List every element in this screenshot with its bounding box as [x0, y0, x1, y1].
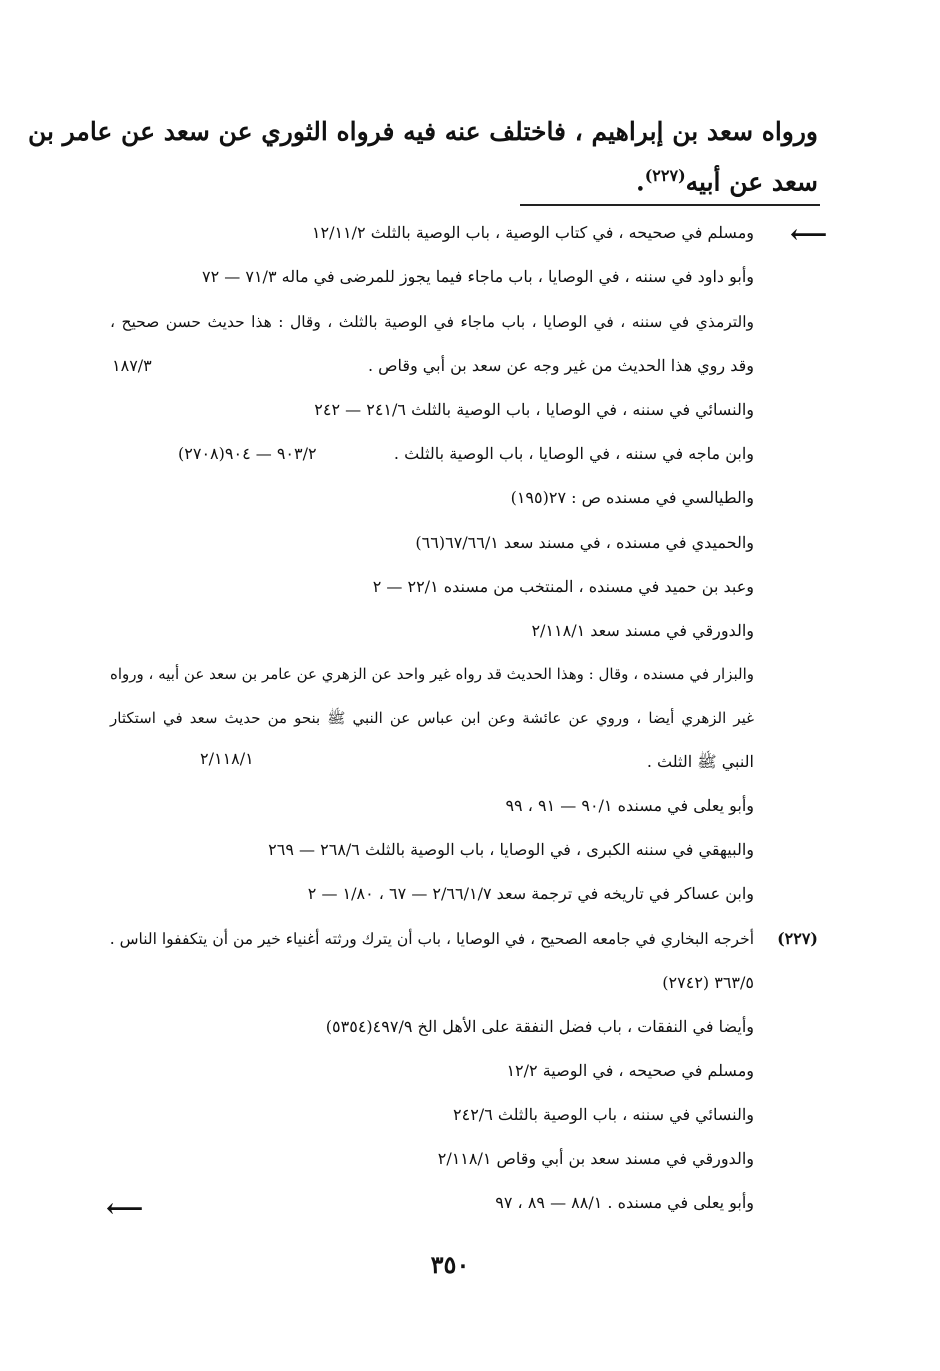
footnote-line: وأبو يعلى في مسنده . ٨٨/١ — ٨٩ ، ٩٧: [495, 1193, 754, 1212]
footnote-line: وأبو يعلى في مسنده ٩٠/١ — ٩١ ، ٩٩: [505, 796, 754, 815]
continuation-arrow-icon: ⟵: [790, 220, 828, 250]
footnote-line: وقد روي هذا الحديث من غير وجه عن سعد بن أبي وقاص .: [367, 356, 754, 375]
footnote-line: ومسلم في صحيحه ، في الوصية ١٢/٢: [506, 1061, 754, 1080]
main-text-line-2-end: .: [636, 167, 645, 197]
side-reference: ٩٠٣/٢ — ٩٠٤(٢٧٠٨): [178, 444, 317, 463]
footnote-line: وابن عساكر في تاريخه في ترجمة سعد ٢/٦٦/١/٧ — ٦٧ ، ١/٨٠ — ٢: [307, 884, 754, 903]
footnote-line: والحميدي في مسنده ، في مسند سعد ٦٧/٦٦/١(٦٦): [415, 533, 754, 552]
footnote-line: وأيضا في النفقات ، باب فضل النفقة على الأهل الخ ٤٩٧/٩(٥٣٥٤): [325, 1017, 754, 1036]
footnote-line: والترمذي في سننه ، في الوصايا ، باب ماجاء في الوصية بالثلث ، وقال : هذا حديث حسن صحيح ،: [110, 313, 754, 331]
continuation-arrow-icon: ⟵: [106, 1194, 144, 1224]
footnote-separator: [520, 204, 820, 206]
footnote-line: والدورقي في مسند سعد بن أبي وقاص ٢/١١٨/١: [437, 1149, 754, 1168]
main-text-line-2-text: سعد عن أبيه: [685, 167, 818, 197]
footnote-line: والدورقي في مسند سعد ٢/١١٨/١: [531, 621, 754, 640]
footnote-line: والبزار في مسنده ، وقال : وهذا الحديث قد رواه غير واحد عن الزهري عن عامر بن سعد عن أبيه ، ورواه: [110, 665, 754, 683]
side-reference: ٢/١١٨/١: [200, 749, 254, 768]
footnote-reference: (٢٢٧): [644, 166, 686, 185]
footnote-line: غير الزهري أيضا ، وروي عن عائشة وعن ابن عباس عن النبي ﷺ بنحو من حديث سعد في استكثار: [110, 709, 754, 727]
footnote-line: والبيهقي في سننه الكبرى ، في الوصايا ، باب الوصية بالثلث ٢٦٨/٦ — ٢٦٩: [268, 840, 754, 859]
main-text-line-1: ورواه سعد بن إبراهيم ، فاختلف عنه فيه فرواه الثوري عن سعد عن عامر بن: [27, 117, 818, 146]
side-reference: ١٨٧/٣: [112, 356, 152, 375]
footnote-line: والنسائي في سننه ، باب الوصية بالثلث ٢٤٢/٦: [453, 1105, 754, 1124]
main-text-line-2: [108, 154, 818, 204]
footnote-line: والطيالسي في مسنده ص : ٢٧(١٩٥): [510, 488, 754, 507]
footnote-line: وأبو داود في سننه ، في الوصايا ، باب ماجاء فيما يجوز للمرضى في ماله ٧١/٣ — ٧٢: [202, 267, 754, 286]
footnote-line: وعبد بن حميد في مسنده ، المنتخب من مسنده ٢٢/١ — ٢: [372, 577, 754, 596]
page-number: ٣٥٠: [430, 1250, 470, 1279]
footnote-line: والنسائي في سننه ، في الوصايا ، باب الوصية بالثلث ٢٤١/٦ — ٢٤٢: [314, 400, 754, 419]
footnote-line: ٣٦٣/٥ (٢٧٤٢): [662, 973, 754, 992]
footnote-line: النبي ﷺ الثلث .: [646, 752, 754, 771]
footnote-line: وابن ماجه في سننه ، في الوصايا ، باب الوصية بالثلث .: [393, 444, 754, 463]
footnote-line: ومسلم في صحيحه ، في كتاب الوصية ، باب الوصية بالثلث ١٢/١١/٢: [311, 223, 754, 242]
footnote-line: أخرجه البخاري في جامعه الصحيح ، في الوصايا ، باب أن يترك ورثته أغنياء خير من أن يتكففوا الناس .: [109, 930, 754, 948]
footnote-number: (٢٢٧): [777, 929, 818, 948]
